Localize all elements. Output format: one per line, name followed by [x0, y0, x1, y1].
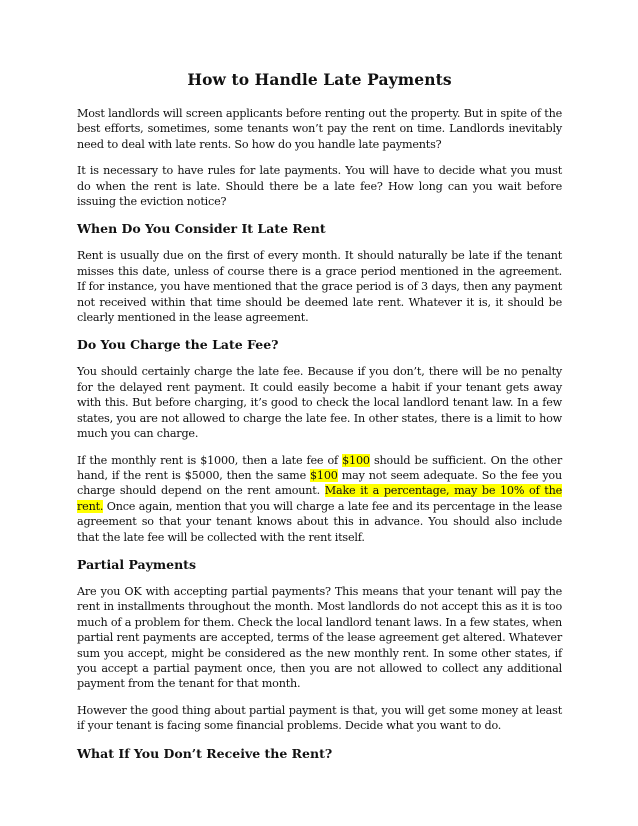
text-run: should be sufficient. On the other hand, if the rent is $5000, then the same [77, 453, 562, 482]
text-run: If the monthly rent is $1000, then a late fee of [77, 453, 343, 467]
section-heading-late-rent: When Do You Consider It Late Rent [77, 221, 326, 237]
intro-paragraph-2: It is necessary to have rules for late payments. You will have to decide what you must do when the rent is late. Should there be a late fee? How long can you wait before issuing the eviction notice? [77, 164, 562, 209]
late-fee-paragraph-2 [77, 453, 562, 545]
partial-payments-paragraph-2: However the good thing about partial payment is that, you will get some money at least if your tenant is facing some financial problems. Decide what you want to do. [77, 703, 562, 733]
text-run: may not seem adequate. So the fee you charge should depend on the rent amount. [77, 468, 562, 498]
highlighted-amount: $100 [342, 453, 370, 467]
late-rent-paragraph: Rent is usually due on the first of every month. It should naturally be late if the tenant misses this date, unless of course there is a grace period mentioned in the agreement. If for instance, you have mentioned that the grace period is of 3 days, then any payment not received within that time should be deemed late rent. Whatever it is, it should be clearly mentioned in the lease agreement. [77, 249, 562, 325]
text-run: Once again, mention that you will charge a late fee and its percentage in the lease agreement so that your tenant knows about this in advance. You should also include that the late fee will be collected with the rent itself. [77, 499, 562, 544]
highlighted-amount: $100 [310, 468, 338, 482]
document-page [77, 70, 562, 773]
highlighted-sentence: Make it a percentage, may be 10% of the rent. [77, 484, 562, 513]
page-title: How to Handle Late Payments [187, 70, 452, 89]
section-heading-partial-payments: Partial Payments [77, 556, 196, 572]
section-heading-late-fee: Do You Charge the Late Fee? [77, 337, 279, 353]
partial-payments-paragraph-1: Are you OK with accepting partial payments? This means that your tenant will pay the rent in installments throughout the month. Most landlords do not accept this as it is too much of a problem for them. Check the local landlord tenant laws. In a few states, when partial rent payments are accepted, terms of the lease agreement get altered. Whatever sum you accept, might be considered as the new monthly rent. In some other states, if you accept a partial payment once, then you are not allowed to collect any additional payment from the tenant for that month. [77, 584, 562, 691]
late-fee-paragraph-1: You should certainly charge the late fee. Because if you don’t, there will be no penalty for the delayed rent payment. It could easily become a habit if your tenant gets away with this. But before charging, it’s good to check the local landlord tenant law. In a few states, you are not allowed to charge the late fee. In other states, there is a limit to how much you can charge. [77, 365, 562, 441]
intro-paragraph-1: Most landlords will screen applicants before renting out the property. But in spite of the best efforts, sometimes, some tenants won’t pay the rent on time. Landlords inevitably need to deal with late rents. So how do you handle late payments? [77, 107, 562, 151]
section-heading-no-rent: What If You Don’t Receive the Rent? [77, 745, 333, 761]
